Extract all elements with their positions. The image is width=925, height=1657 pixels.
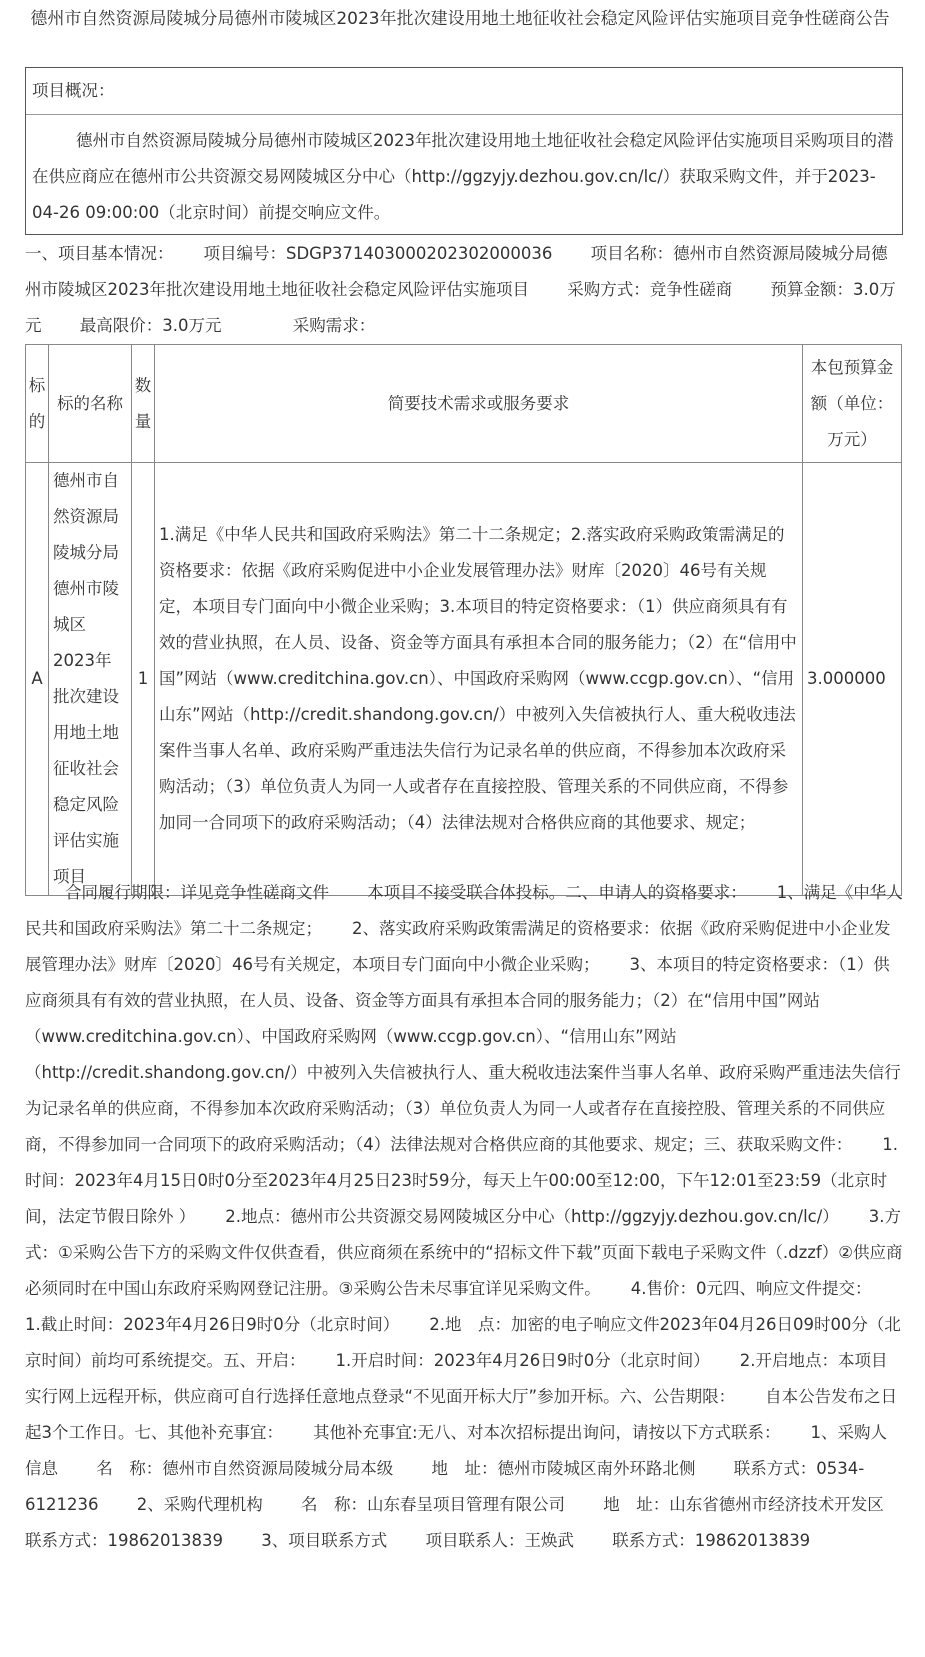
procurement-table bbox=[25, 344, 902, 896]
cell-lot-id: A bbox=[26, 463, 49, 896]
basic-info: 一、项目基本情况： 项目编号：SDGP371403000202302000036 项目名称：德州市自然资源局陵城分局德州市陵城区2023年批次建设用地土地征收社会稳定风险评估实施项目 采购方式：竞争性磋商 预算金额：3.0万元 最高限价：3.0万元 采购需求： bbox=[25, 244, 896, 335]
cell-requirement: 1.满足《中华人民共和国政府采购法》第二十二条规定；2.落实政府采购政策需满足的资格要求：依据《政府采购促进中小企业发展管理办法》财库〔2020〕46号有关规定，本项目专门面向中小微企业采购；3.本项目的特定资格要求：（1）供应商须具有有效的营业执照，在人员、设备、资金等方面具有承担本合同的服务能力；（2）在“信用中国”网站（www.creditchina.gov.cn）、中国政府采购网（www.ccgp.gov.cn）、“信用山东”网站（http://credit.shandong.gov.cn/）中被列入失信被执行人、重大税收违法案件当事人名单、政府采购严重违法失信行为记录名单的供应商，不得参加本次政府采购活动；（3）单位负责人为同一人或者存在直接控股、管理关系的不同供应商，不得参加同一合同项下的政府采购活动；（4）法律法规对合格供应商的其他要求、规定； bbox=[155, 463, 803, 896]
body-text: 合同履行期限：详见竞争性磋商文件 本项目不接受联合体投标。二、申请人的资格要求： 1、满足《中华人民共和国政府采购法》第二十二条规定； 2、落实政府采购政策需满足的资格要求：依据《政府采购促进中小企业发展管理办法》财库〔2020〕46号有关规定，本项目专门面向中小微企业采购； 3、本项目的特定资格要求：（1）供应商须具有有效的营业执照，在人员、设备、资金等方面具有承担本合同的服务能力；（2）在“信用中国”网站（www.creditchina.gov.cn）、中国政府采购网（www.ccgp.gov.cn）、“信用山东”网站（http://credit.shandong.gov.cn/）中被列入失信被执行人、重大税收违法案件当事人名单、政府采购严重违法失信行为记录名单的供应商，不得参加本次政府采购活动；（3）单位负责人为同一人或者存在直接控股、管理关系的不同供应商，不得参加同一合同项下的政府采购活动；（4）法律法规对合格供应商的其他要求、规定；三、获取采购文件： 1.时间：2023年4月15日0时0分至2023年4月25日23时59分，每天上午00:00至12:00，下午12:01至23:59（北京时间，法定节假日除外 ） 2.地点：德州市公共资源交易网陵城区分中心（http://ggzyjy.dezhou.gov.cn/lc/） 3.方式：①采购公告下方的采购文件仅供查看，供应商须在系统中的“招标文件下载”页面下载电子采购文件（.dzzf）②供应商必须同时在中国山东政府采购网登记注册。③采购公告未尽事宜详见采购文件。 4.售价：0元四、响应文件提交： 1.截止时间：2023年4月26日9时0分（北京时间） 2.地 点：加密的电子响应文件2023年04月26日09时00分（北京时间）前均可系统提交。五、开启： 1.开启时间：2023年4月26日9时0分（北京时间） 2.开启地点：本项目实行网上远程开标，供应商可自行选择任意地点登录“不见面开标大厅”参加开标。六、公告期限： 自本公告发布之日起3个工作日。七、其他补充事宜： 其他补充事宜:无八、对本次招标提出询问，请按以下方式联系： 1、采购人信息 名 称：德州市自然资源局陵城分局本级 地 址：德州市陵城区南外环路北侧 联系方式：0534-6121236 2、采购代理机构 名 称：山东春呈项目管理有限公司 地 址：山东省德州市经济技术开发区 联系方式：19862013839 3、项目联系方式 项目联系人：王焕武 联系方式：19862013839 bbox=[25, 883, 922, 1550]
header-requirement: 简要技术需求或服务要求 bbox=[155, 345, 803, 463]
table-header-row bbox=[26, 345, 902, 463]
cell-budget: 3.000000 bbox=[803, 463, 902, 896]
header-lot: 标的 bbox=[26, 345, 49, 463]
cell-quantity: 1 bbox=[132, 463, 155, 896]
overview-heading: 项目概况： bbox=[26, 68, 902, 115]
page-title: 德州市自然资源局陵城分局德州市陵城区2023年批次建设用地土地征收社会稳定风险评估实施项目竞争性磋商公告 bbox=[30, 9, 890, 29]
table-row bbox=[26, 463, 902, 896]
header-quantity: 数量 bbox=[132, 345, 155, 463]
header-name: 标的名称 bbox=[49, 345, 132, 463]
cell-name: 德州市自然资源局陵城分局德州市陵城区2023年批次建设用地土地征收社会稳定风险评估实施项目 bbox=[49, 463, 132, 896]
header-budget: 本包预算金额（单位：万元） bbox=[803, 345, 902, 463]
overview-text: 德州市自然资源局陵城分局德州市陵城区2023年批次建设用地土地征收社会稳定风险评估实施项目采购项目的潜在供应商应在德州市公共资源交易网陵城区分中心（http://ggzyjy.dezhou.gov.cn/lc/）获取采购文件，并于2023-04-26 09:00:00（北京时间）前提交响应文件。 bbox=[32, 131, 894, 222]
project-overview-box bbox=[25, 67, 903, 235]
